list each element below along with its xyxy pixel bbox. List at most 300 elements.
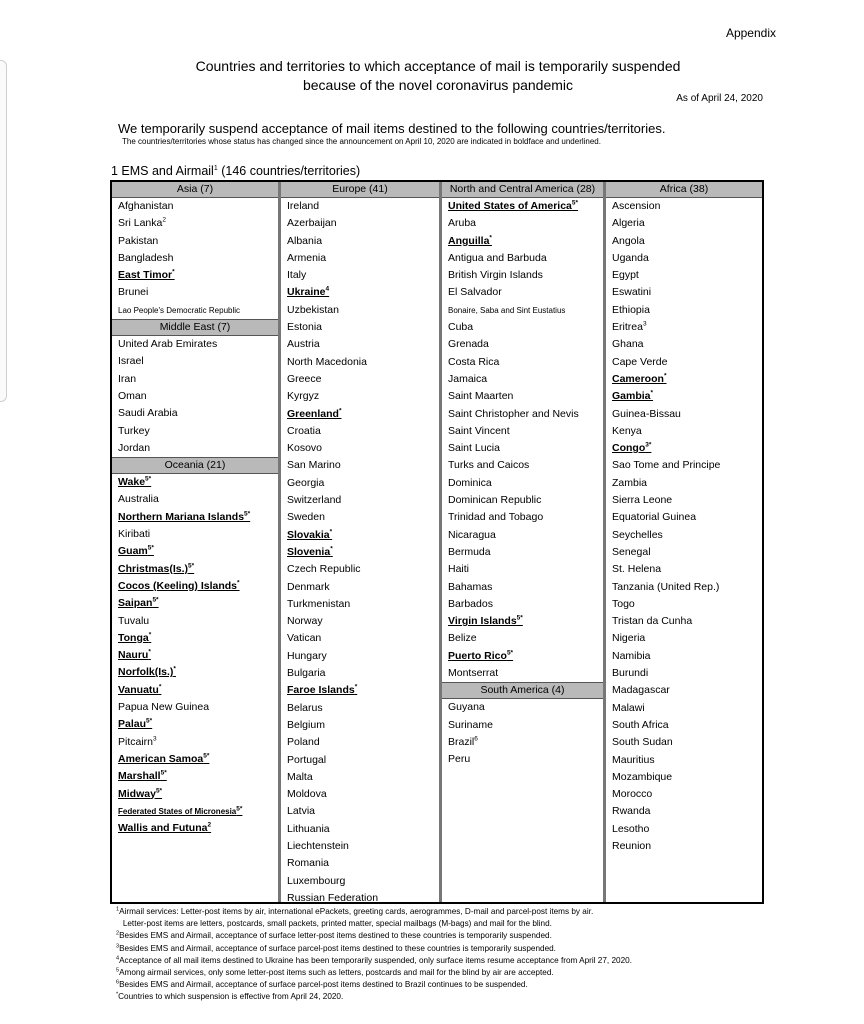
country-item [281,492,439,509]
country-item [442,388,603,405]
country-name: Israel [118,355,144,368]
footnote-marker: 6 [116,979,120,986]
footnote-line [116,906,632,918]
country-name: Norfolk(Is.) [118,666,174,679]
footnote-text: Countries to which suspension is effective from April 24, 2020. [118,992,344,1002]
country-item [606,215,762,232]
country-list [442,699,603,768]
country-name: Malta [287,770,313,783]
country-name: United Arab Emirates [118,338,218,351]
as-of-date: As of April 24, 2020 [676,93,763,104]
country-item [112,302,278,319]
country-name: Suriname [448,718,493,731]
country-name: Madagascar [612,684,670,697]
country-item [281,302,439,319]
footnote-ref: 5* [188,562,195,570]
country-item [442,371,603,388]
country-item [606,579,762,596]
region-header-oceania-21: Oceania (21) [112,457,278,474]
country-name: Switzerland [287,494,342,507]
country-name: Guam [118,545,148,558]
footnote-ref: * [354,683,358,691]
country-name: Oman [118,389,147,402]
country-list [112,336,278,457]
country-name: Kiribati [118,528,151,541]
country-item [606,682,762,699]
country-item [442,492,603,509]
country-name: Morocco [612,788,653,801]
country-name: Vatican [287,632,322,645]
country-item [606,475,762,492]
country-name: Cameroon [612,372,664,385]
country-item [606,803,762,820]
country-name: Guinea-Bissau [612,407,681,420]
country-item [606,284,762,301]
country-item [606,354,762,371]
country-item [606,734,762,751]
country-name: Afghanistan [118,200,174,212]
country-name: Belarus [287,701,323,714]
footnote-ref: * [148,648,151,656]
country-name: Poland [287,736,320,749]
country-item [281,665,439,682]
country-name: Greenland [287,407,339,420]
country-item [442,215,603,232]
country-name: Ethiopia [612,303,650,316]
country-name: Rwanda [612,805,651,818]
country-name: Cocos (Keeling) Islands [118,579,238,592]
country-name: Zambia [612,476,648,489]
country-item [606,630,762,647]
country-item [606,406,762,423]
country-item [112,803,278,820]
country-name: Bermuda [448,545,491,558]
country-item [112,613,278,630]
country-name: Togo [612,597,635,610]
footnote-ref: 5* [160,769,167,777]
footnote-line [116,943,632,955]
country-item [281,319,439,336]
country-item [442,302,603,319]
country-name: Croatia [287,424,321,437]
country-item [442,336,603,353]
country-item [442,406,603,423]
footnote-line [116,967,632,979]
country-item [112,198,278,215]
country-item [112,716,278,733]
footnote-marker: 5 [116,967,120,974]
country-name: El Salvador [448,286,502,299]
country-item [281,406,439,423]
country-name: Saint Vincent [448,424,510,437]
country-name: Moldova [287,788,327,801]
country-name: Turks and Caicos [448,459,530,472]
region-header-middle-east-7: Middle East (7) [112,319,278,336]
country-item [112,543,278,560]
country-name: Algeria [612,217,645,230]
country-name: Aruba [448,217,477,230]
country-name: Sao Tome and Principe [612,459,721,472]
footnote-text: Acceptance of all mail items destined to Ukraine has been temporarily suspended, only surface items resume acceptance from April 27, 2020. [119,955,632,965]
country-name: Georgia [287,476,325,489]
country-name: Czech Republic [287,563,361,576]
footnote-ref: * [663,372,667,380]
country-item [442,457,603,474]
country-name: American Samoa [118,752,204,765]
country-item [281,873,439,890]
country-item [606,457,762,474]
country-name: Kyrgyz [287,390,320,403]
country-name: Australia [118,493,159,506]
country-item [112,578,278,595]
country-name: Gambia [612,390,651,403]
footnote-ref: * [172,268,175,276]
side-scroll-handle[interactable] [0,60,7,402]
country-name: Saint Maarten [448,390,514,403]
country-item [442,596,603,613]
country-name: Antigua and Barbuda [448,251,547,264]
country-item [281,440,439,457]
country-item [281,388,439,405]
country-name: Romania [287,857,330,870]
country-name: Greece [287,372,322,385]
country-item [442,648,603,665]
country-item [442,354,603,371]
country-item [112,388,278,405]
country-item [112,336,278,353]
footnote-line [116,991,632,1003]
country-item [281,734,439,751]
country-name: Midway [118,787,156,800]
footnote-ref: 5* [152,596,159,604]
region-header-africa-38: Africa (38) [606,182,762,198]
footnote-ref: 5* [516,614,523,622]
country-list [442,198,603,682]
country-name: Congo [612,442,646,455]
footnote-line [116,918,632,930]
country-name: Guyana [448,701,485,714]
country-name: Burundi [612,667,649,680]
country-item [606,267,762,284]
country-name: Saipan [118,597,153,610]
country-item [442,665,603,682]
country-item [281,821,439,838]
footnote-text: Besides EMS and Airmail, acceptance of surface parcel-post items destined to Brazil continues to be suspended. [119,980,528,990]
country-item [606,440,762,457]
country-item [281,786,439,803]
country-name: British Virgin Islands [448,269,543,282]
country-item [112,595,278,612]
country-name: Saudi Arabia [118,407,178,420]
country-name: Grenada [448,338,489,351]
footnotes [116,906,632,1004]
footnote-ref: * [173,665,176,673]
country-item [281,544,439,561]
country-name: Estonia [287,321,323,334]
country-item [606,527,762,544]
footnote-ref: 3* [645,441,652,449]
country-name: Denmark [287,580,330,593]
country-name: Austria [287,338,320,351]
title-line-1: Countries and territories to which acceptance of mail is temporarily suspended [195,58,681,74]
country-name: Bahamas [448,580,493,593]
country-item [112,786,278,803]
footnote-marker: 1 [116,906,120,913]
country-list [112,474,278,837]
country-item [281,579,439,596]
footnote-marker: 3 [116,942,120,949]
footnote-text: Letter-post items are letters, postcards, small packets, printed matter, special mailbags (M-bags) and mail for the blind. [116,919,552,929]
country-name: Belgium [287,718,325,731]
country-name: Northern Mariana Islands [118,510,245,523]
footnote-ref: 5* [145,475,152,483]
country-name: Haiti [448,563,470,576]
country-name: Peru [448,753,471,766]
footnote-ref: * [650,389,654,397]
country-name: South Africa [612,718,669,731]
country-item [606,596,762,613]
country-item [281,682,439,699]
country-item [112,491,278,508]
country-item [606,492,762,509]
country-item [112,474,278,491]
country-name: Saint Christopher and Nevis [448,407,579,420]
country-name: Sierra Leone [612,494,673,507]
country-item [281,250,439,267]
country-list [112,198,278,319]
country-item [112,647,278,664]
region-header-asia-7: Asia (7) [112,182,278,198]
footnote-ref: 5* [155,787,163,794]
country-name: Armenia [287,251,327,264]
country-item [281,648,439,665]
country-name: Cape Verde [612,355,668,368]
country-item [606,613,762,630]
country-item [606,561,762,578]
country-item [442,319,603,336]
country-item [281,267,439,284]
country-item [281,838,439,855]
country-name: East Timor [118,269,173,282]
footnote-text: Airmail services: Letter-post items by air, international ePackets, greeting cards, aerogrammes, D-mail and parcel-post items by air. [119,907,594,916]
country-item [112,734,278,751]
footnote-marker: 2 [116,930,120,937]
country-name: Barbados [448,597,493,610]
country-item [442,717,603,734]
country-name: Anguilla [448,234,490,247]
country-item [442,475,603,492]
country-name: Palau [118,718,147,731]
country-item [281,700,439,717]
country-name: Azerbaijan [287,217,337,230]
country-name: Luxembourg [287,874,346,887]
country-name: Turkey [118,424,150,437]
country-name: Marshall [118,770,161,783]
country-name: Tristan da Cunha [612,615,693,628]
country-item [442,527,603,544]
country-name: Uganda [612,251,649,264]
country-name: Malawi [612,701,645,714]
country-item [112,233,278,250]
country-name: St. Helena [612,563,662,576]
country-item [606,319,762,336]
country-name: Turkmenistan [287,597,351,610]
section-prefix: 1 EMS and Airmail [111,164,214,178]
region-header-north-and-central-america-28: North and Central America (28) [442,182,603,198]
country-item [281,527,439,544]
section-footnote-ref: 1 [213,164,218,172]
footnote-line [116,930,632,942]
country-item [606,786,762,803]
country-item [281,596,439,613]
country-name: Lao People's Democratic Republic [118,305,241,315]
country-item [606,838,762,855]
country-item [606,388,762,405]
country-item [442,561,603,578]
country-name: Russian Federation [287,891,379,904]
country-name: Pakistan [118,234,159,247]
footnote-ref: * [237,579,240,587]
country-item [606,198,762,215]
country-item [281,717,439,734]
column-europe [278,182,439,902]
country-item [442,267,603,284]
country-name: United States of America [448,200,572,212]
country-name: Virgin Islands [448,615,517,628]
country-item [442,734,603,751]
footnote-ref: * [330,545,333,553]
intro-subtext: The countries/territories whose status has changed since the announcement on April 10, 2020 are indicated in boldface and underlined. [122,137,601,146]
country-item [281,855,439,872]
footnote-ref: 5* [146,717,153,725]
country-name: Sweden [287,511,325,524]
footnote-ref: 5* [506,649,514,657]
country-name: Ukraine [287,286,326,299]
country-item [442,250,603,267]
region-header-south-america-4: South America (4) [442,682,603,699]
footnote-marker: * [116,991,119,998]
footnote-ref: 2 [162,216,166,224]
country-list [281,198,439,907]
country-item [281,233,439,250]
country-name: Bangladesh [118,251,174,264]
country-item [606,665,762,682]
appendix-label: Appendix [725,26,776,40]
country-item [112,682,278,699]
country-item [112,405,278,422]
country-item [281,198,439,215]
country-name: San Marino [287,459,341,472]
section-suffix: (146 countries/territories) [217,164,361,178]
footnote-ref: * [489,234,492,242]
country-name: Egypt [612,269,639,282]
footnote-marker: 4 [116,955,120,962]
country-name: Wake [118,476,146,489]
country-item [606,717,762,734]
country-name: Kenya [612,424,642,437]
country-item [281,475,439,492]
country-item [606,336,762,353]
country-name: Papua New Guinea [118,701,210,714]
country-name: Costa Rica [448,355,500,368]
country-item [442,699,603,716]
country-name: Cuba [448,321,474,334]
country-item [281,423,439,440]
country-name: Belize [448,632,477,645]
country-item [112,768,278,785]
country-item [442,423,603,440]
country-name: Albania [287,234,323,247]
country-item [442,440,603,457]
country-name: Ireland [287,200,320,212]
country-name: Angola [612,234,645,247]
footnote-ref: 3 [642,320,647,328]
footnote-line [116,979,632,991]
country-name: Pitcairn [118,735,154,748]
footnote-ref: 5* [203,752,210,760]
country-item [442,233,603,250]
country-item [281,803,439,820]
country-name: Wallis and Futuna [118,822,208,835]
country-table [110,180,764,904]
country-name: Trinidad and Tobago [448,511,544,524]
country-item [112,526,278,543]
country-item [442,579,603,596]
country-item [112,353,278,370]
country-name: Tuvalu [118,614,150,627]
country-item [281,613,439,630]
country-item [281,284,439,301]
country-item [606,700,762,717]
country-item [112,215,278,232]
country-item [112,440,278,457]
footnote-ref: * [329,528,333,536]
column-americas [439,182,603,902]
country-list [606,198,762,855]
title-line-2: because of the novel coronavirus pandemic [302,77,574,93]
footnote-ref: * [148,631,152,639]
country-item [112,561,278,578]
country-name: Tanzania (United Rep.) [612,580,720,593]
country-name: Equatorial Guinea [612,511,697,524]
country-name: Tonga [118,631,149,644]
country-item [281,561,439,578]
country-name: Portugal [287,753,327,766]
country-name: Vanuatu [118,683,159,696]
footnote-ref: 2 [207,821,212,829]
country-name: Norway [287,615,323,628]
country-item [606,423,762,440]
country-item [606,250,762,267]
country-item [112,284,278,301]
country-name: Eritrea [612,321,643,334]
country-name: Brazil [448,735,475,748]
country-item [606,371,762,388]
country-name: Namibia [612,649,651,662]
footnote-text: Besides EMS and Airmail, acceptance of surface letter-post items destined to these countries is temporarily suspended. [119,931,552,941]
country-name: Eswatini [612,286,652,299]
footnote-ref: 5* [244,510,251,518]
country-item [112,699,278,716]
country-item [281,509,439,526]
country-item [281,457,439,474]
country-item [442,544,603,561]
country-name: Kosovo [287,442,323,455]
footnote-text: Among airmail services, only some letter-post items such as letters, postcards and mail for the blind by air are accepted. [119,968,554,978]
country-item [281,769,439,786]
section-heading [111,164,360,178]
intro-text: We temporarily suspend acceptance of mail items destined to the following countries/territories. [118,121,666,136]
